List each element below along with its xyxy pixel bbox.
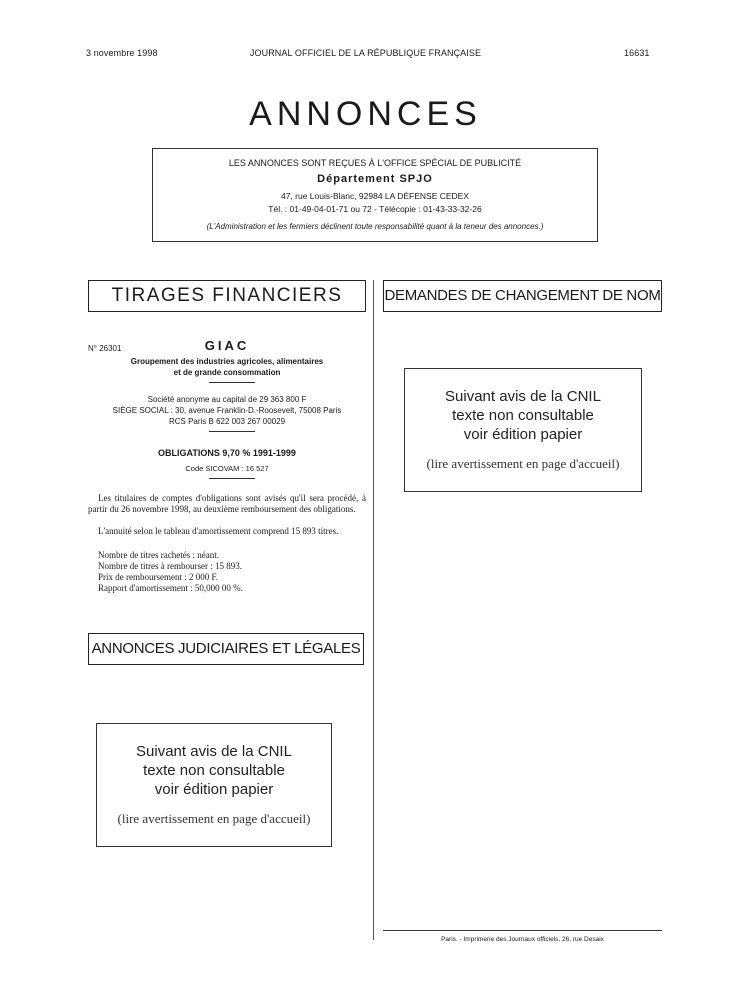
list-item: Nombre de titres à rembourser : 15 893. <box>98 561 242 571</box>
header-date: 3 novembre 1998 <box>86 48 158 58</box>
publicite-address: 47, rue Louis-Blanc, 92984 LA DÉFENSE CEDEX <box>280 191 470 201</box>
cnil-line1: Suivant avis de la CNIL <box>445 388 601 405</box>
company-rcs: RCS Paris B 622 003 267 00029 <box>168 417 286 426</box>
notice-item-list <box>98 550 366 594</box>
company-description-line1: Groupement des industries agricoles, alimentaires <box>130 357 324 366</box>
company-details <box>88 394 366 427</box>
notice-number: N° 26301 <box>88 344 122 353</box>
publicite-box <box>152 148 598 242</box>
cnil-line3: voir édition papier <box>154 781 274 798</box>
company-siege: SIÈGE SOCIAL : 30, avenue Franklin-D.-Roosevelt, 75008 Paris <box>112 406 342 415</box>
footer-printer: Paris. - Imprimerie des Journaux officiels, 26, rue Desaix <box>441 936 604 943</box>
notice-paragraph-1: Les titulaires de comptes d'obligations sont avisés qu'il sera procédé, à partir du 26 novembre 1998, au deuxième remboursement des obligations. <box>88 493 366 514</box>
list-item: Rapport d'amortissement : 50,000 00 %. <box>98 583 243 593</box>
company-description <box>88 356 366 378</box>
separator-rule <box>209 431 255 432</box>
list-item: Prix de remboursement : 2 000 F. <box>98 572 219 582</box>
footer-rule <box>383 930 662 931</box>
notice-paragraph-2: L'annuité selon le tableau d'amortissement comprend 15 893 titres. <box>98 526 339 536</box>
cnil-note: (lire avertissement en page d'accueil) <box>117 811 311 826</box>
cnil-notice-left <box>96 723 332 847</box>
obligations-title: OBLIGATIONS 9,70 % 1991-1999 <box>158 448 296 458</box>
cnil-line3: voir édition papier <box>463 426 583 443</box>
cnil-line1: Suivant avis de la CNIL <box>136 743 292 760</box>
list-item: Nombre de titres rachetés : néant. <box>98 550 219 560</box>
publicite-disclaimer: (L'Administration et les fermiers déclinent toute responsabilité quant à la teneur des annonces.) <box>206 222 544 231</box>
cnil-line2: texte non consultable <box>143 762 285 779</box>
cnil-line2: texte non consultable <box>452 407 594 424</box>
separator-rule <box>209 478 255 479</box>
section-tirages-financiers: TIRAGES FINANCIERS <box>88 280 366 312</box>
publicite-line1: LES ANNONCES SONT REÇUES À L'OFFICE SPÉCIAL DE PUBLICITÉ <box>228 158 522 168</box>
separator-rule <box>209 382 255 383</box>
company-description-line2: et de grande consommation <box>173 368 281 377</box>
company-capital: Société anonyme au capital de 29 363 800 F <box>147 395 307 404</box>
section-demandes-changement-nom: DEMANDES DE CHANGEMENT DE NOM <box>383 280 662 312</box>
header-journal: JOURNAL OFFICIEL DE LA RÉPUBLIQUE FRANÇAISE <box>249 48 482 58</box>
publicite-department: Département SPJO <box>317 173 433 185</box>
cnil-note: (lire avertissement en page d'accueil) <box>426 456 620 471</box>
company-name: GIAC <box>204 338 250 353</box>
cnil-notice-right <box>404 368 642 492</box>
publicite-phone: Tél. : 01-49-04-01-71 ou 72 - Télécopie : 01-43-33-32-26 <box>268 204 482 214</box>
column-divider <box>373 280 374 940</box>
sicovam-code: Code SICOVAM : 16 527 <box>185 464 269 473</box>
header-page-number: 16631 <box>624 48 650 58</box>
page-title: ANNONCES <box>249 95 482 133</box>
section-annonces-judiciaires: ANNONCES JUDICIAIRES ET LÉGALES <box>88 633 364 665</box>
